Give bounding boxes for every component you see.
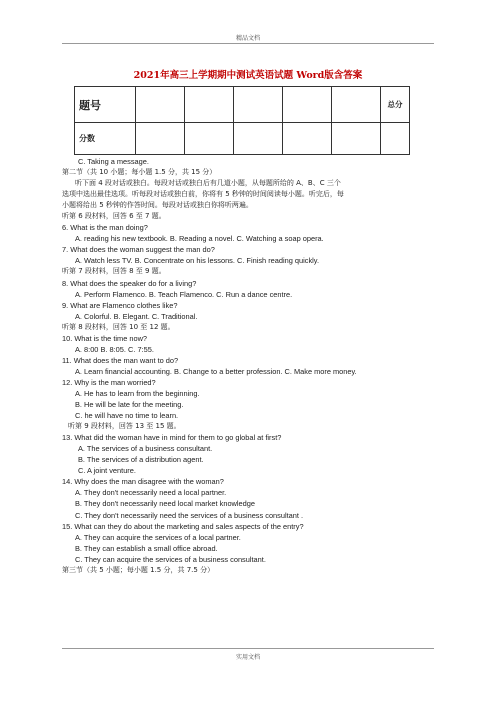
text-line: C. A joint venture.	[78, 466, 136, 476]
text-line: A. Colorful. B. Elegant. C. Traditional.	[75, 311, 198, 321]
document-body	[62, 156, 442, 576]
text-line: 14. Why does the man disagree with the woman?	[62, 477, 224, 487]
text-line: A. 8:00 B. 8:05. C. 7:55.	[75, 344, 154, 354]
score-cell	[234, 123, 283, 155]
score-table-row1-label: 题号	[75, 87, 136, 123]
text-line: B. The services of a distribution agent.	[78, 455, 204, 465]
text-line: A. The services of a business consultant.	[78, 444, 213, 454]
header-divider	[62, 43, 434, 44]
text-line: A. They can acquire the services of a local partner.	[75, 532, 241, 542]
text-line: A. He has to learn from the beginning.	[75, 388, 200, 398]
text-line: C. They don't necessarily need the services of a business consultant .	[75, 510, 304, 520]
score-table-row2-label: 分数	[75, 123, 136, 155]
text-line: B. They can establish a small office abroad.	[75, 543, 218, 553]
document-title: 2021年高三上学期期中测试英语试题 Word版含答案	[133, 70, 363, 81]
text-line: 8. What does the speaker do for a living?	[62, 278, 197, 288]
text-line: 选项中选出最佳选项。听每段对话或独白前，你将有 5 秒钟的时间阅读每小题。听完后，每	[62, 190, 344, 199]
text-line: 听第 7 段材料，回答 8 至 9 题。	[62, 267, 166, 276]
page-footer: 实用文档	[235, 654, 260, 661]
text-line: A. They don't necessarily need a local partner.	[75, 488, 227, 498]
score-cell	[283, 87, 332, 123]
text-line: 听第 8 段材料，回答 10 至 12 题。	[62, 322, 175, 331]
text-line: 11. What does the man want to do?	[62, 355, 179, 365]
text-line: 第二节（共 10 小题；每小题 1.5 分，共 15 分）	[62, 168, 217, 177]
text-line: 12. Why is the man worried?	[62, 377, 156, 387]
text-line: 小题将给出 5 秒钟的作答时间。每段对话或独白你将听两遍。	[62, 201, 253, 210]
score-cell	[136, 123, 185, 155]
footer-divider	[62, 648, 434, 649]
text-line: 听第 6 段材料，回答 6 至 7 题。	[62, 212, 166, 221]
text-line: C. he will have no time to learn.	[75, 411, 179, 421]
text-line: C. Taking a message.	[78, 157, 149, 166]
score-cell	[185, 123, 234, 155]
page-header: 精品文档	[235, 35, 260, 42]
score-table-total-label: 总分	[381, 87, 410, 123]
text-line: A. Learn financial accounting. B. Change to a better profession. C. Make more money.	[75, 366, 357, 376]
text-line: 7. What does the woman suggest the man do?	[62, 245, 215, 255]
text-line: 听第 9 段材料，回答 13 至 15 题。	[68, 422, 181, 431]
score-cell	[283, 123, 332, 155]
text-line: B. They don't necessarily need local market knowledge	[75, 499, 255, 509]
text-line: A. Perform Flamenco. B. Teach Flamenco. C. Run a dance centre.	[75, 289, 293, 299]
text-line: C. They can acquire the services of a business consultant.	[75, 554, 266, 564]
score-cell	[136, 87, 185, 123]
score-cell	[332, 87, 381, 123]
text-line: B. He will be late for the meeting.	[75, 400, 184, 410]
text-line: 10. What is the time now?	[62, 333, 148, 343]
text-line: 13. What did the woman have in mind for them to go global at first?	[62, 433, 282, 443]
score-cell	[185, 87, 234, 123]
score-cell	[234, 87, 283, 123]
score-cell	[381, 123, 410, 155]
text-line: 15. What can they do about the marketing and sales aspects of the entry?	[62, 521, 304, 531]
text-line: 9. What are Flamenco clothes like?	[62, 300, 178, 310]
text-line: 听下面 4 段对话或独白。每段对话或独白后有几道小题，从每题所给的 A、B、C 三个	[75, 179, 341, 188]
score-table	[74, 86, 410, 155]
text-line: A. Watch less TV. B. Concentrate on his lessons. C. Finish reading quickly.	[75, 256, 320, 266]
text-line: 6. What is the man doing?	[62, 223, 148, 233]
text-line: A. reading his new textbook. B. Reading a novel. C. Watching a soap opera.	[75, 234, 324, 244]
text-line: 第三节（共 5 小题；每小题 1.5 分，共 7.5 分）	[62, 565, 215, 574]
score-cell	[332, 123, 381, 155]
